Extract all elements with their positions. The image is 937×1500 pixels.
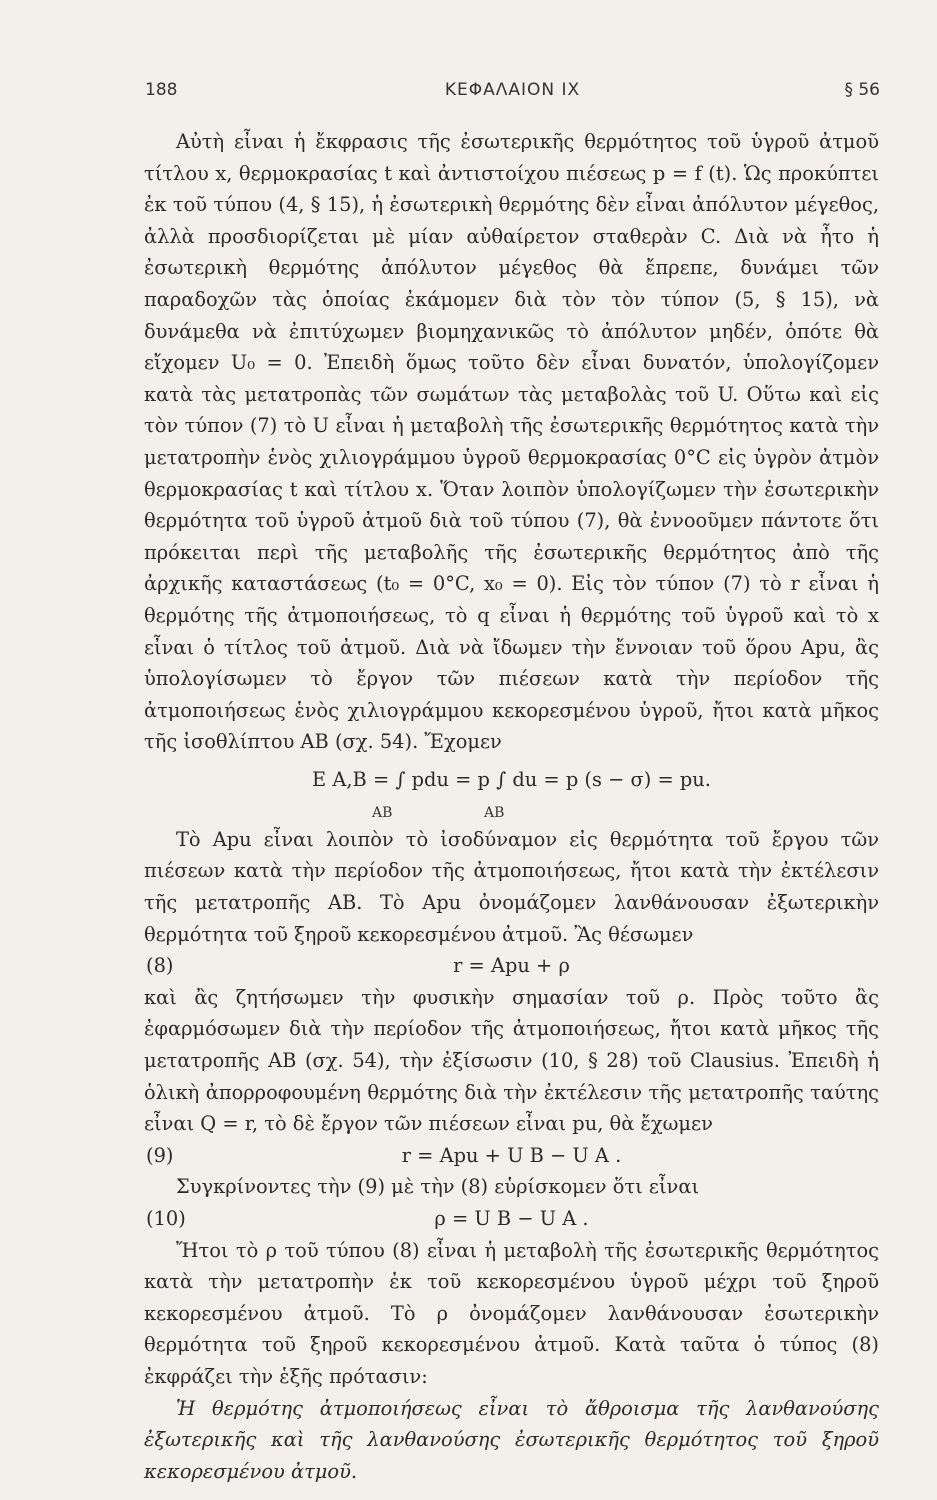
paragraph-italic-proposition: Ἡ θερμότης ἀτμοποιήσεως εἶναι τὸ ἄθροισμα τῆς λανθανούσης ἐξωτερικῆς καὶ τῆς λανθανούσης ἐσωτερικῆς θερμότητος τοῦ ξηροῦ κεκορεσμένου ἀτμοῦ. — [144, 1396, 879, 1483]
equation-number: (9) — [146, 1143, 174, 1167]
page-body — [144, 126, 879, 1487]
integral-subscript: AB — [372, 804, 393, 821]
equation-number: (8) — [146, 954, 174, 978]
equation-integral — [144, 760, 879, 820]
page-header — [145, 80, 880, 106]
page-number: 188 — [145, 80, 178, 100]
equation-8 — [144, 950, 879, 982]
equation-9 — [144, 1140, 879, 1172]
paragraph: Ἤτοι τὸ ρ τοῦ τύπου (8) εἶναι ἡ μεταβολὴ τῆς ἐσωτερικῆς θερμότητος κατὰ τὴν μετατροπὴν ἐκ τοῦ κεκορεσμένου ὑγροῦ μέχρι τοῦ ξηροῦ κεκορεσμένου ἀτμοῦ. Τὸ ρ ὀνομάζομεν λανθάνουσαν ἐσωτερικὴν θερμότητα τοῦ ξηροῦ κεκορεσμένου ἀτμοῦ. Κατὰ ταῦτα ὁ τύπος (8) ἐκφράζει τὴν ἑξῆς πρότασιν: — [144, 1238, 879, 1388]
paragraph: Αὐτὴ εἶναι ἡ ἔκφρασις τῆς ἐσωτερικῆς θερμότητος τοῦ ὑγροῦ ἀτμοῦ τίτλου x, θερμοκρασίας t καὶ ἀντιστοίχου πιέσεως p = f (t). Ὡς προκύπτει ἐκ τοῦ τύπου (4, § 15), ἡ ἐσωτερικὴ θερμότης δὲν εἶναι ἀπόλυτον μέγεθος, ἀλλὰ προσδιορίζεται μὲ μίαν αὐθαίρετον σταθερὰν C. Διὰ νὰ ἦτο ἡ ἐσωτερικὴ θερμότης ἀπόλυτον μέγεθος θὰ ἔπρεπε, δυνάμει τῶν παραδοχῶν τὰς ὁποίας ἐκάμομεν διὰ τὸν τὸν τύπον (5, § 15), νὰ δυνάμεθα νὰ ἐπιτύχωμεν βιομηχανικῶς τὸ ἀπόλυτον μηδέν, ὁπότε θὰ εἴχομεν U₀ = 0. Ἐπειδὴ ὅμως τοῦτο δὲν εἶναι δυνατόν, ὑπολογίζομεν κατὰ τὰς μετατροπὰς τῶν σωμάτων τὰς μεταβολὰς τοῦ U. Οὕτω καὶ εἰς τὸν τύπον (7) τὸ U εἶναι ἡ μεταβολὴ τῆς ἐσωτερικῆς θερμότητος κατὰ τὴν μετατροπὴν ἑνὸς χιλιογράμμου ὑγροῦ θερμοκρασίας 0°C εἰς ὑγρὸν ἀτμὸν θερμοκρασίας t καὶ τίτλου x. Ὅταν λοιπὸν ὑπολογίζωμεν τὴν ἐσωτερικὴν θερμότητα τοῦ ὑγροῦ ἀτμοῦ διὰ τοῦ τύπου (7), θὰ ἐννοοῦμεν πάντοτε ὅτι πρόκειται περὶ τῆς μεταβολῆς τῆς ἐσωτερικῆς θερμότητος ἀπὸ τῆς ἀρχικῆς καταστάσεως (t₀ = 0°C, x₀ = 0). Εἰς τὸν τύπον (7) τὸ r εἶναι ἡ θερμότης τῆς ἀτμοποιήσεως, τὸ q εἶναι ἡ θερμότης τοῦ ὑγροῦ καὶ τὸ x εἶναι ὁ τίτλος τοῦ ἀτμοῦ. Διὰ νὰ ἴδωμεν τὴν ἔννοιαν τοῦ ὅρου Apu, ἂς ὑπολογίσωμεν τὸ ἔργον τῶν πιέσεων κατὰ τὴν περίοδον τῆς ἀτμοποιήσεως ἑνὸς χιλιογράμμου κεκορεσμένου ὑγροῦ, ἤτοι κατὰ μῆκος τῆς ἰσοθλίπτου AB (σχ. 54). Ἔχομεν — [144, 130, 879, 754]
equation-text: E A,B = ∫ pdu = p ∫ du = p (s − σ) = pu. — [312, 767, 711, 791]
equation-10 — [144, 1203, 879, 1235]
chapter-title: ΚΕΦΑΛΑΙΟΝ IX — [444, 80, 581, 100]
section-number: § 56 — [844, 80, 880, 100]
equation-text: r = Apu + U B − U A . — [401, 1143, 622, 1167]
paragraph: Τὸ Apu εἶναι λοιπὸν τὸ ἰσοδύναμον εἰς θερμότητα τοῦ ἔργου τῶν πιέσεων κατὰ τὴν περίοδον τῆς ἀτμοποιήσεως, ἤτοι κατὰ τὴν ἐκτέλεσιν τῆς μετατροπῆς AB. Τὸ Apu ὀνομάζομεν λανθάνουσαν ἐξωτερικὴν θερμότητα τοῦ ξηροῦ κεκορεσμένου ἀτμοῦ. Ἂς θέσωμεν — [144, 827, 879, 946]
equation-text: ρ = U B − U A . — [434, 1207, 589, 1230]
paragraph: Συγκρίνοντες τὴν (9) μὲ τὴν (8) εὑρίσκομεν ὅτι εἶναι — [176, 1175, 700, 1199]
equation-number: (10) — [146, 1207, 186, 1230]
paragraph: καὶ ἂς ζητήσωμεν τὴν φυσικὴν σημασίαν τοῦ ρ. Πρὸς τοῦτο ἂς ἐφαρμόσωμεν διὰ τὴν περίοδον τῆς ἀτμοποιήσεως, ἤτοι κατὰ μῆκος τῆς μετατροπῆς AB (σχ. 54), τὴν ἐξίσωσιν (10, § 28) τοῦ Clausius. Ἐπειδὴ ἡ ὁλικὴ ἀπορροφουμένη θερμότης διὰ τὴν ἐκτέλεσιν τῆς μετατροπῆς ταύτης εἶναι Q = r, τὸ δὲ ἔργον τῶν πιέσεων εἶναι pu, θὰ ἔχωμεν — [144, 985, 879, 1136]
equation-text: r = Apu + ρ — [453, 954, 570, 978]
integral-subscript: AB — [484, 804, 505, 821]
